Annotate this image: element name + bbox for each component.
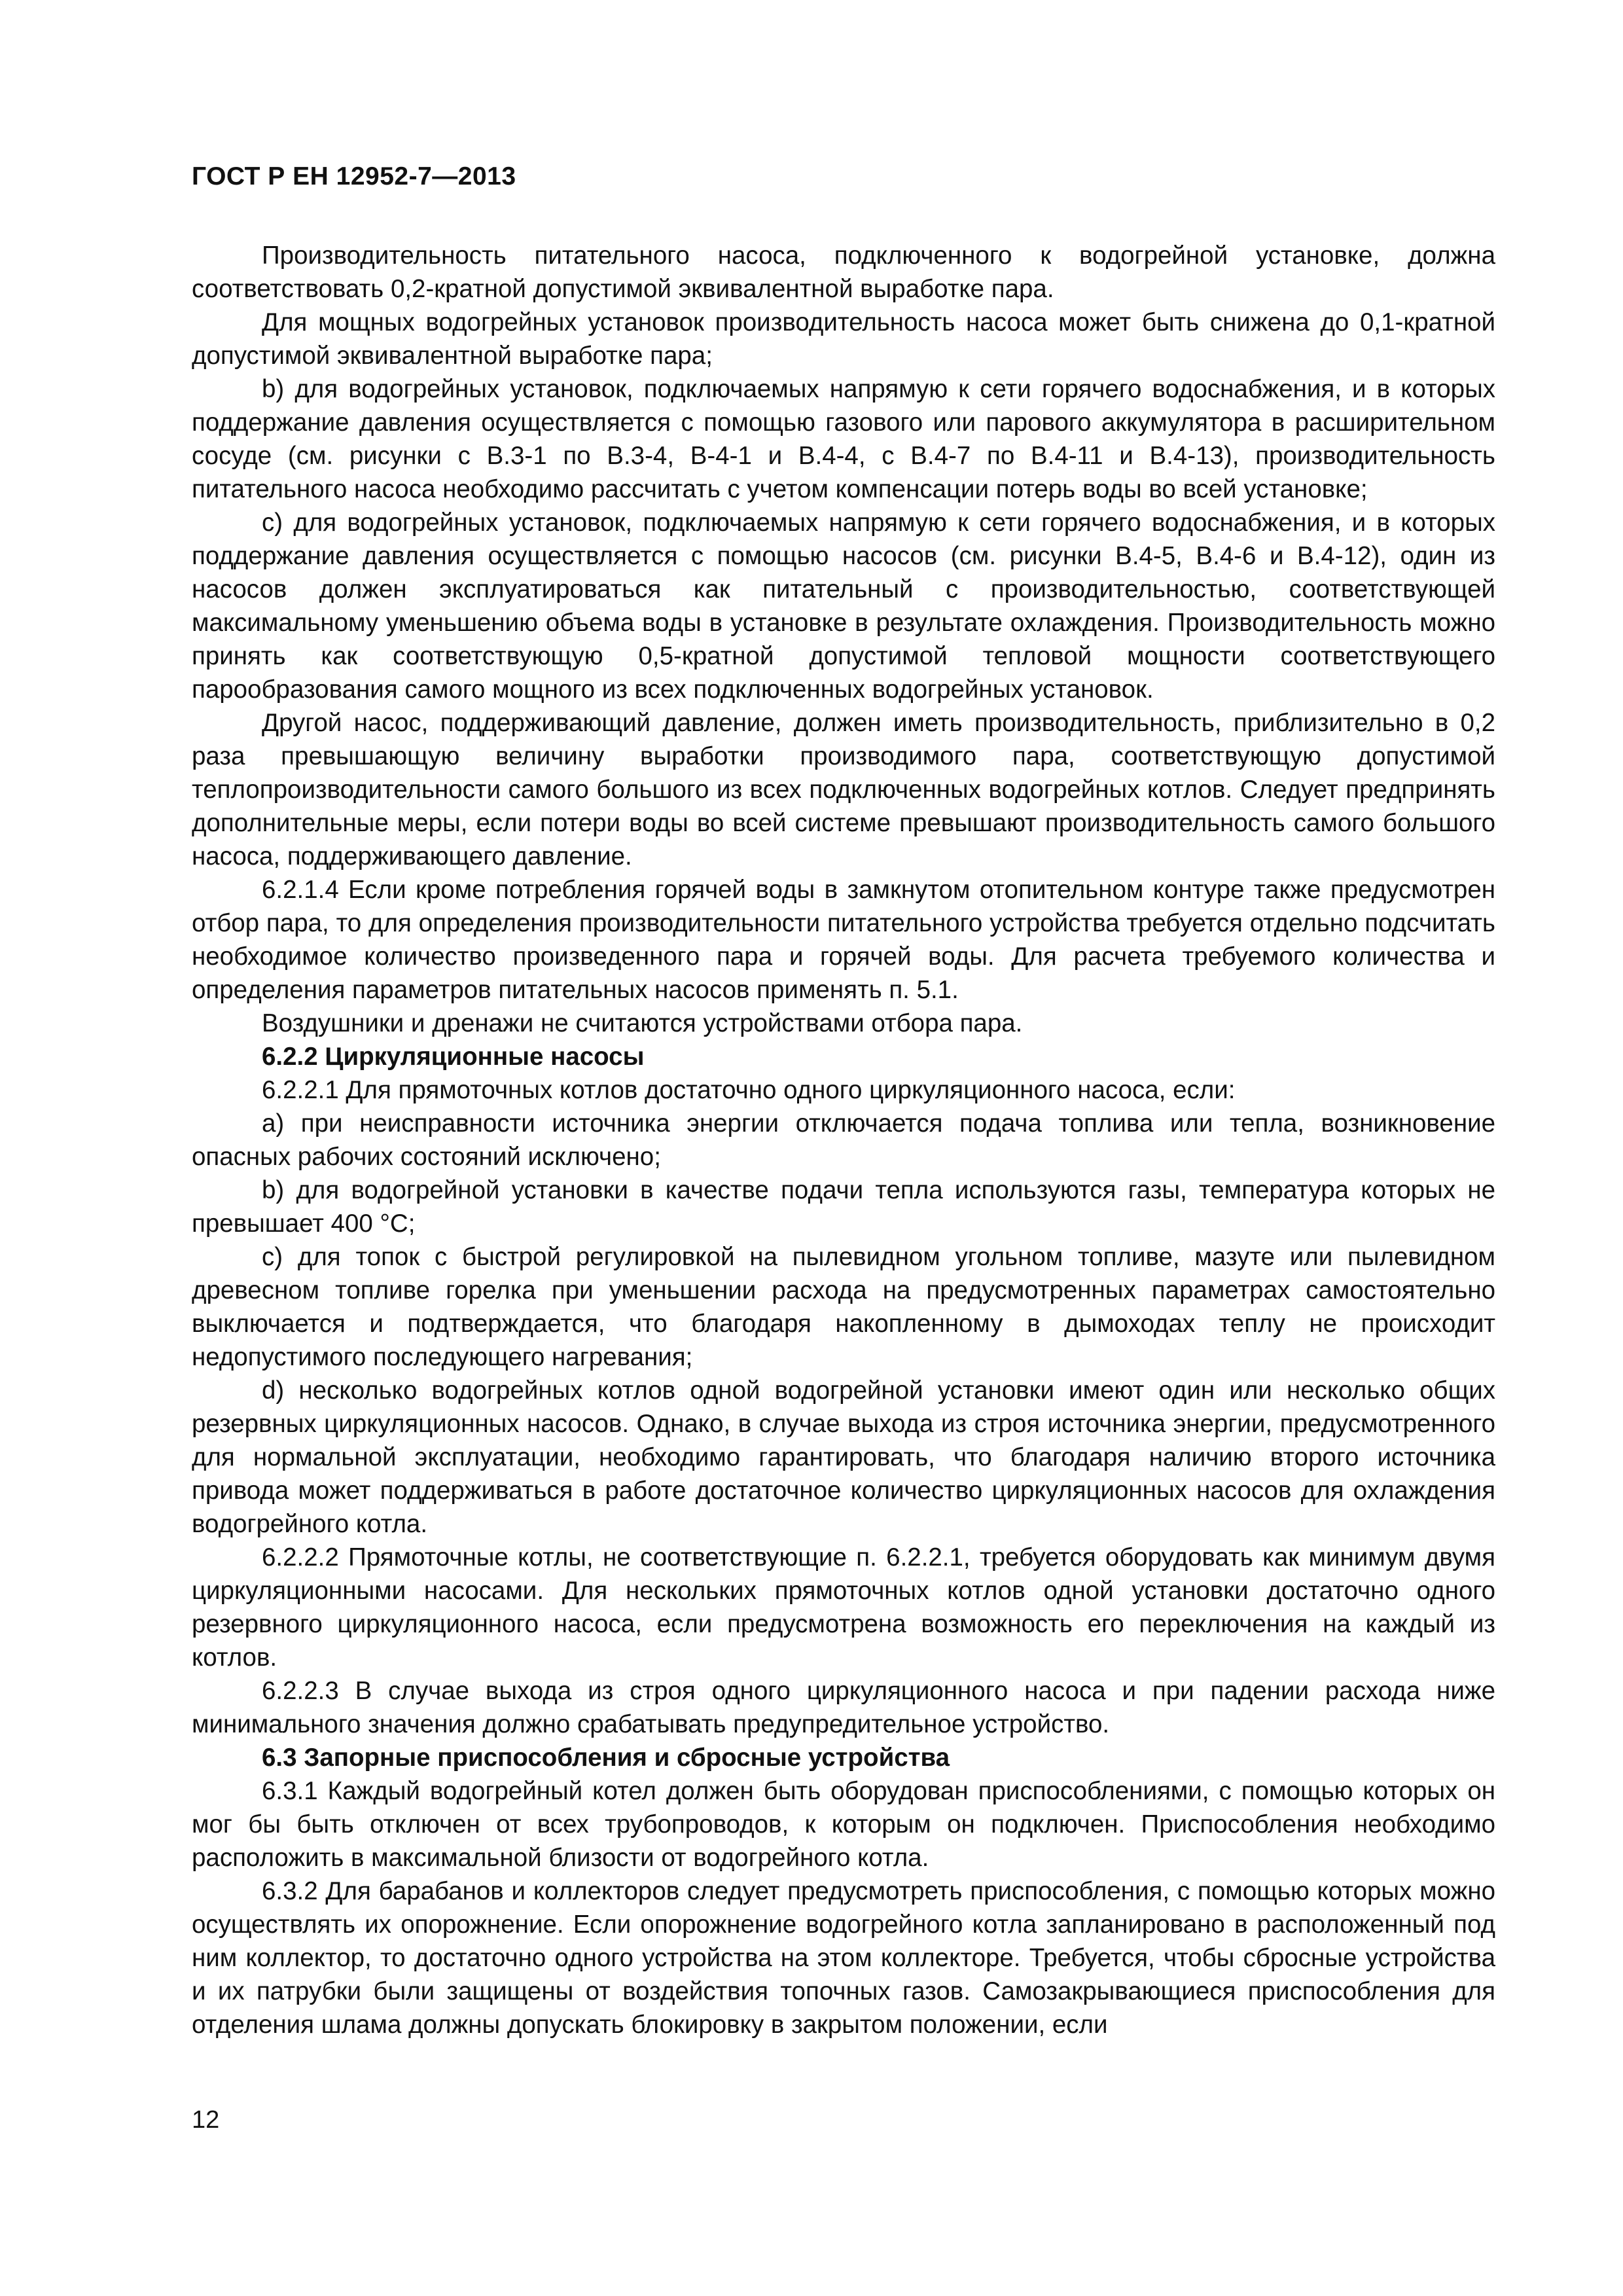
- list-item-c: c) для водогрейных установок, подключаемых напрямую к сети горячего водоснабжения, и в которых поддержание давления осуществляется с помощью насосов (см. рисунки В.4-5, В.4-6 и В.4-12), один из насосов должен эксплуатироваться как питательный с производительностью, соответствующей максимальному уменьшению объема воды в установке в результате охлаждения. Производительность можно принять как соответствующую 0,5-кратной допустимой тепловой мощности соответствующего парообразования самого мощного из всех подключенных водогрейных установок.: [192, 509, 1495, 704]
- clause-6-3-1: 6.3.1 Каждый водогрейный котел должен быть оборудован приспособлениями, с помощью которых он мог бы быть отключен от всех трубопроводов, к которым он подключен. Приспособления необходимо расположить в максимальной близости от водогрейного котла.: [192, 1777, 1495, 1872]
- list-item-a: a) при неисправности источника энергии отключается подача топлива или тепла, возникновение опасных рабочих состояний исключено;: [192, 1109, 1495, 1171]
- section-heading-6-3: 6.3 Запорные приспособления и сбросные устройства: [262, 1744, 950, 1772]
- clause-6-2-2-2: 6.2.2.2 Прямоточные котлы, не соответствующие п. 6.2.2.1, требуется оборудовать как минимум двумя циркуляционными насосами. Для нескольких прямоточных котлов одной установки достаточно одного резервного циркуляционного насоса, если предусмотрена возможность его переключения на каждый из котлов.: [192, 1543, 1495, 1672]
- list-item-c: c) для топок с быстрой регулировкой на пылевидном угольном топливе, мазуте или пылевидном древесном топливе горелка при уменьшении расхода на предусмотренных параметрах самостоятельно выключается и подтверждается, что благодаря накопленному в дымоходах теплу не происходит недопустимого последующего нагревания;: [192, 1243, 1495, 1371]
- document-header: ГОСТ Р ЕН 12952-7—2013: [192, 162, 516, 190]
- list-item-b: b) для водогрейной установки в качестве подачи тепла используются газы, температура которых не превышает 400 °С;: [192, 1176, 1495, 1238]
- document-body: [192, 239, 1495, 2041]
- page-number: 12: [192, 2106, 220, 2134]
- paragraph: Производительность питательного насоса, подключенного к водогрейной установке, должна соответствовать 0,2-кратной допустимой эквивалентной выработке пара.: [192, 242, 1495, 303]
- list-item-d: d) несколько водогрейных котлов одной водогрейной установки имеют один или несколько общих резервных циркуляционных насосов. Однако, в случае выхода из строя источника энергии, предусмотренного для нормальной эксплуатации, необходимо гарантировать, что благодаря наличию второго источника привода может поддерживаться в работе достаточное количество циркуляционных насосов для охлаждения водогрейного котла.: [192, 1376, 1495, 1538]
- paragraph: Другой насос, поддерживающий давление, должен иметь производительность, приблизительно в 0,2 раза превышающую величину выработки производимого пара, соответствующую допустимой теплопроизводительности самого большого из всех подключенных водогрейных котлов. Следует предпринять дополнительные меры, если потери воды во всей системе превышают производительность самого большого насоса, поддерживающего давление.: [192, 709, 1495, 870]
- paragraph: Для мощных водогрейных установок производительность насоса может быть снижена до 0,1-кратной допустимой эквивалентной выработке пара;: [192, 308, 1495, 370]
- list-item-b: b) для водогрейных установок, подключаемых напрямую к сети горячего водоснабжения, и в которых поддержание давления осуществляется с помощью газового или парового аккумулятора в расширительном сосуде (см. рисунки с В.3-1 по В.3-4, В-4-1 и В.4-4, с В.4-7 по В.4-11 и В.4-13), производительность питательного насоса необходимо рассчитать с учетом компенсации потерь воды во всей установке;: [192, 375, 1495, 503]
- paragraph: Воздушники и дренажи не считаются устройствами отбора пара.: [262, 1009, 1023, 1037]
- clause-6-2-1-4: 6.2.1.4 Если кроме потребления горячей воды в замкнутом отопительном контуре также предусмотрен отбор пара, то для определения производительности питательного устройства требуется отдельно подсчитать необходимое количество произведенного пара и горячей воды. Для расчета требуемого количества и определения параметров питательных насосов применять п. 5.1.: [192, 876, 1495, 1004]
- clause-6-3-2: 6.3.2 Для барабанов и коллекторов следует предусмотреть приспособления, с помощью которых можно осуществлять их опорожнение. Если опорожнение водогрейного котла запланировано в расположенный под ним коллектор, то достаточно одного устройства на этом коллекторе. Требуется, чтобы сбросные устройства и их патрубки были защищены от воздействия топочных газов. Самозакрывающиеся приспособления для отделения шлама должны допускать блокировку в закрытом положении, если: [192, 1877, 1495, 2039]
- section-heading-6-2-2: 6.2.2 Циркуляционные насосы: [262, 1043, 645, 1071]
- clause-6-2-2-3: 6.2.2.3 В случае выхода из строя одного циркуляционного насоса и при падении расхода ниже минимального значения должно срабатывать предупредительное устройство.: [192, 1677, 1495, 1738]
- clause-6-2-2-1: 6.2.2.1 Для прямоточных котлов достаточно одного циркуляционного насоса, если:: [262, 1076, 1236, 1104]
